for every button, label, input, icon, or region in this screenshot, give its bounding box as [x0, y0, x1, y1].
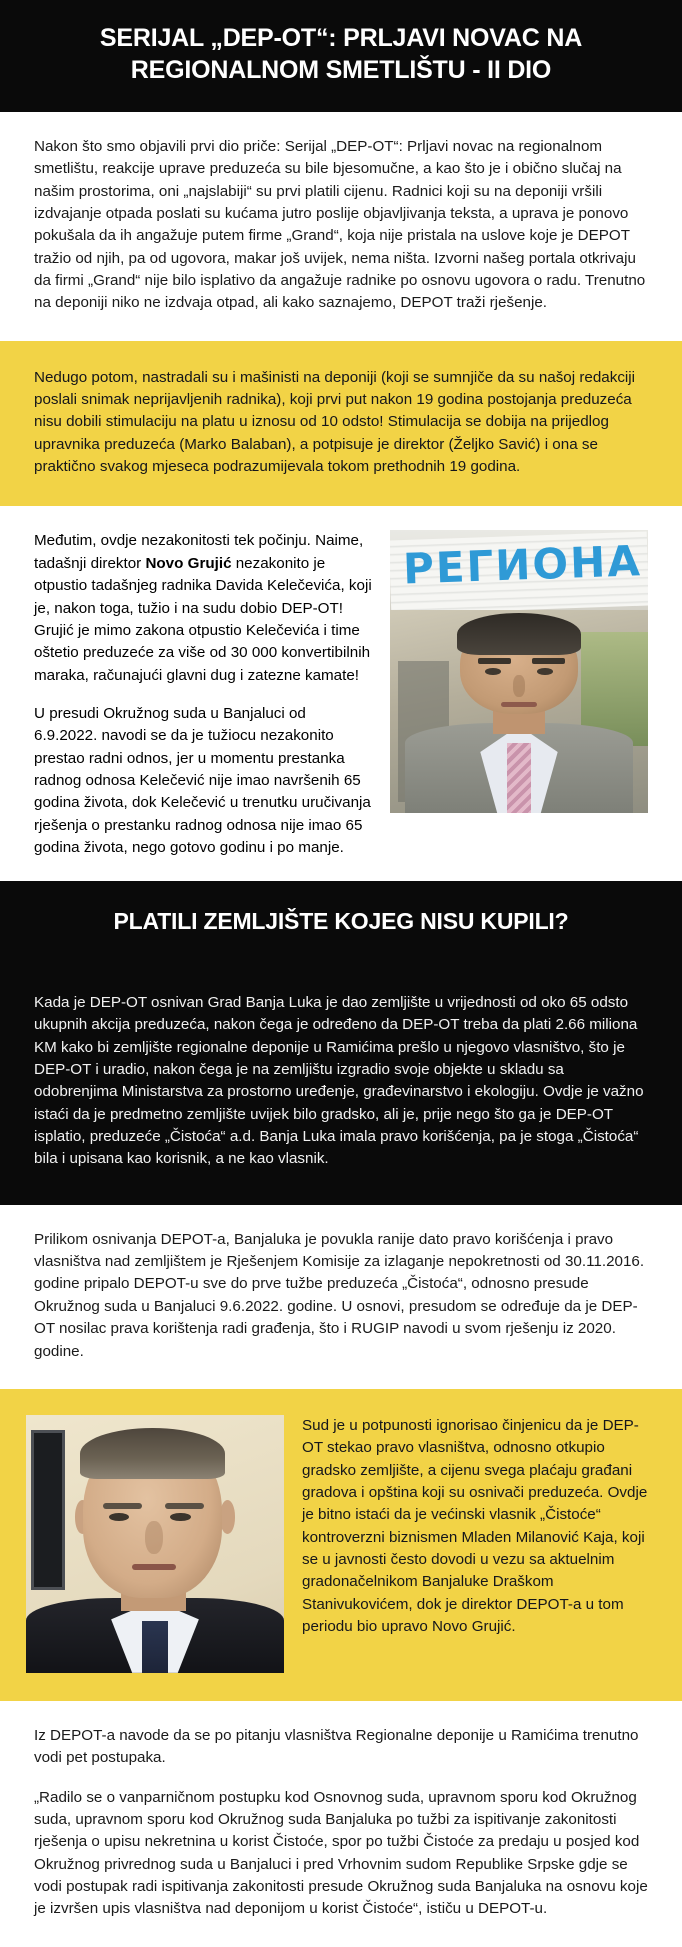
intro-section: [0, 112, 682, 341]
intro-paragraph: Nakon što smo objavili prvi dio priče: Serijal „DEP-OT“: Prljavi novac na regionalnom smetlištu, reakcije uprave preduzeća su bile bjesomučne, a kao što je i obično slučaj na našim prostorima, oni „najslabiji“ su prvi platili cijenu. Radnici koji su na deponiji vršili izdvajanje otpada poslati su kućama jutro poslije objavljivanja teksta, a uprava je ponovo pokušala da ih angažuje putem firme „Grand“, koja nije pristala na uslove koje je DEPOT tražio od njih, pa od ugovora, makar još uvijek, nema ništa. Izvorni našeg portala otkrivaju da firmi „Grand“ nije bilo isplativo da angažuje radnike po osnovu ugovora o radu. Trenutno na deponiji niko ne izdvaja otpad, ali kako saznajemo, DEPOT traži rješenje.: [34, 138, 646, 312]
photo2-wall-frame: [31, 1430, 65, 1590]
depot-section: [0, 1205, 682, 1389]
photo-mladen-milanovic-kaja: [26, 1415, 284, 1673]
grujic-paragraph-1-tail: nezakonito je otpustio tadašnjeg radnika Davida Kelečevića, koji je, nakon toga, tužio i na sudu dobio DEP-OT! Grujić je mimo zakona otpustio Kelečevića i time oštetio preduzeće za više od 30 000 konvertibilnih maraka, računajući glavni dug i zatezne kamate!: [34, 554, 372, 684]
highlight-section-1: [0, 341, 682, 507]
photo-novo-grujic: [390, 530, 648, 813]
photo-subject-eye-left: [485, 668, 500, 675]
article-headline-primary: SERIJAL „DEP-OT“: PRLJAVI NOVAC NA REGIONALNOM SMETLIŠTU - II DIO: [0, 0, 682, 112]
grujic-paragraph-1: [34, 530, 372, 686]
photo-subject-mouth: [501, 702, 537, 707]
photo-subject-hair: [457, 613, 581, 655]
photo-subject-brow-left: [478, 658, 512, 664]
photo-signboard-text: РЕГИОНА: [402, 536, 643, 594]
closing-paragraph-1: Iz DEPOT-a navode da se po pitanju vlasništva Regionalne deponije u Ramićima trenutno vodi pet postupaka.: [34, 1726, 639, 1767]
land-paragraph: Kada je DEP-OT osnivan Grad Banja Luka je dao zemljište u vrijednosti od oko 65 odsto ukupnih akcija preduzeća, nakon čega je određeno da DEP-OT treba da plati 2.66 miliona KM kako bi zemljište regionalne deponije u Ramićima prešlo u njegovo vlasništvo, što je DEP-OT i uradio, nakon čega je na zemljištu izgradio svoje objekte u skladu sa odobrenjima Ministarstva za prostorno uređenje, građevinarstvo i ekologiju. Ovdje je važno istaći da je predmetno zemljište uvijek bilo gradsko, ali je, prije nego što ga je DEP-OT isplatio, preduzeće „Čistoća“ a.d. Banja Luka imala pravo korišćenja, pa je stoga „Čistoća“ bila i upisana kao korisnik, a ne kao vlasnik.: [34, 994, 644, 1168]
photo-subject-nose: [513, 675, 526, 698]
closing-section: [0, 1701, 682, 1947]
highlight-2-paragraph: Sud je u potpunosti ignorisao činjenicu da je DEP-OT stekao pravo vlasništva, odnosno otkupio gradsko zemljište, a cijenu svega plaćaju građani gradova i opština koji su osnivači preduzeća. Ovdje je bitno istaći da je većinski vlasnik „Čistoće“ kontroverzni biznismen Mladen Milanović Kaja, koji se u javnosti često dovodi u vezu sa aktuelnim gradonačelnikom Banjaluke Draškom Stanivukovićem, dok je direktor DEPOT-a u tom periodu bio upravo Novo Grujić.: [302, 1416, 648, 1635]
grujic-paragraph-1-lead: Međutim, ovdje nezakonitosti tek počinju. Naime, tadašnji direktor: [34, 532, 364, 572]
grujic-name-emphasis: Novo Grujić: [145, 554, 232, 572]
photo-subject-tie: [507, 743, 530, 814]
photo2-subject-nose: [145, 1521, 163, 1555]
photo2-subject-hair: [80, 1428, 224, 1480]
grujic-section: [0, 506, 682, 881]
photo2-subject-brow-right: [165, 1503, 204, 1509]
highlight-2-text-column: [302, 1415, 648, 1638]
photo-subject-eye-right: [537, 668, 552, 675]
article-headline-secondary: PLATILI ZEMLJIŠTE KOJEG NISU KUPILI?: [0, 881, 682, 962]
highlight-1-paragraph: Nedugo potom, nastradali su i mašinisti na deponiji (koji se sumnjiče da su našoj redakciji poslali snimak neprijavljenih radnika), koji prvi put nakon 19 godina postojanja preduzeća nisu dobili stimulaciju na platu u iznosu od 10 odsto! Stimulacija se dobija na prijedlog upravnika preduzeća (Marko Balaban), a potpisuje je direktor (Željko Savić) i ona se praktično svakog mjeseca podrazumijevala tokom prethodnih 19 godina.: [34, 368, 636, 476]
depot-paragraph: Prilikom osnivanja DEPOT-a, Banjaluka je povukla ranije dato pravo korišćenja i pravo vlasništva nad zemljištem je Rješenjem Komisije za izlaganje nepokretnosti od 30.11.2016. godine pripalo DEPOT-u sve do prve tužbe preduzeća „Čistoća“, odnosno presude Okružnog suda u Banjaluci 9.6.2022. godine. U osnovi, presudom se određuje da je DEP-OT nosilac prava korištenja radi građenja, što i RUGIP navodi u svom rješenju iz 2020. godine.: [34, 1230, 645, 1360]
photo-subject-brow-right: [532, 658, 566, 664]
photo2-subject-tie: [142, 1621, 168, 1673]
highlight-section-2: [0, 1389, 682, 1701]
closing-paragraph-2: „Radilo se o vanparničnom postupku kod Osnovnog suda, upravnom sporu kod Okružnog suda, upravnom sporu kod Okružnog suda Banjaluka po tužbi za ispitivanje zakonitosti rješenja o upisu nekretnina u korist Čistoće, spor po tužbi Čistoće za predaju u posjed kod Okružnog privrednog suda u Banjaluci i pred Vrhovnim sudom Republike Srpske gdje se vodi postupak radi ispitivanja zakonitosti presude Okružnog suda Banjaluka na osnovu koje je izvršen upis vlasništva nad deponijom u korist Čistoće“, ističu u DEPOT-u.: [34, 1788, 648, 1918]
grujic-paragraph-2: U presudi Okružnog suda u Banjaluci od 6.9.2022. navodi se da je tužiocu nezakonito prestao radni odnos, jer u momentu prestanka radnog odnosa Kelečević nije imao navršenih 65 godina života, dok Kelečević u trenutku uručivanja rješenja o prestanku radnog odnosa nije imao 65 godina života, nego gotovo godinu i po manje.: [34, 704, 371, 856]
grujic-text-column: [34, 530, 372, 859]
photo2-subject-mouth: [132, 1564, 176, 1570]
photo2-subject-brow-left: [103, 1503, 142, 1509]
land-section: [0, 962, 682, 1205]
